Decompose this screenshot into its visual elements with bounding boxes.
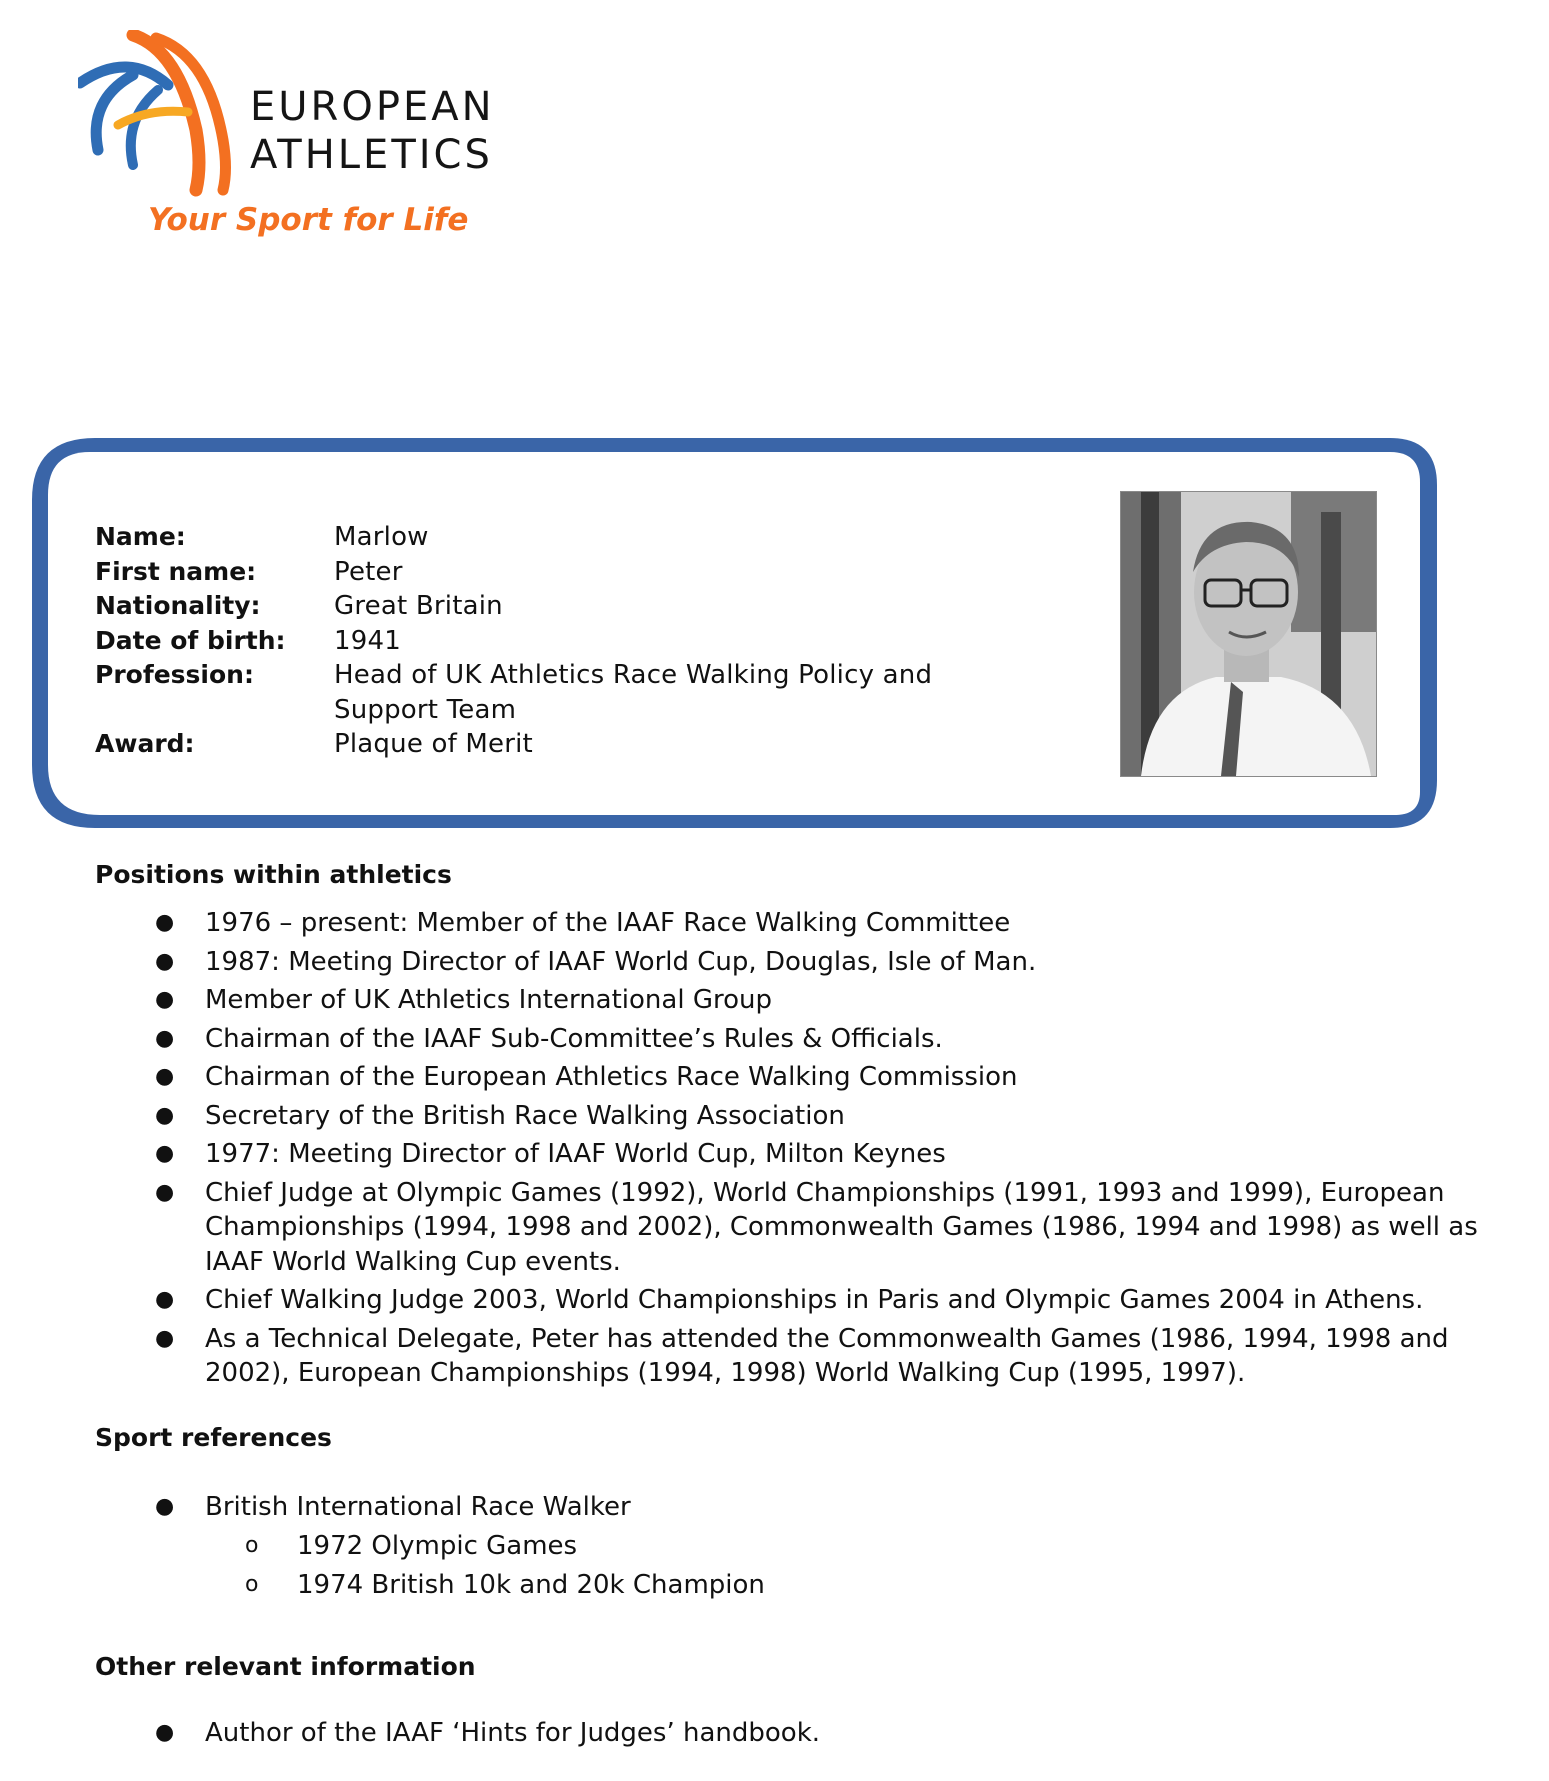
list-item: o 1974 British 10k and 20k Champion [0,1568,1549,1603]
nationality-value: Great Britain [334,591,503,621]
profile-row-name [95,520,974,555]
org-name-line1: EUROPEAN [250,84,495,130]
profile-details [95,520,974,762]
profile-row-nationality [95,589,974,624]
list-item: ● Chief Judge at Olympic Games (1992), World Championships (1991, 1993 and 1999), European Championships (1994, 1998 and 2002), Commonwealth Games (1986, 1994 and 1998) as well as IAAF World Walking Cup events. [155,1177,1478,1277]
list-item: ● British International Race Walker [0,1490,1505,1525]
profile-row-profession [95,658,974,727]
list-item: o 1972 Olympic Games [0,1529,1549,1564]
first-name-value: Peter [334,556,403,587]
tagline: Your Sport for Life [148,202,469,238]
date-of-birth-value: 1941 [334,625,401,656]
sport-references-sublist [0,1529,1549,1606]
bullet-icon: ● [155,1141,175,1166]
bullet-icon: ● [155,948,175,974]
bullet-icon: ● [155,1102,175,1128]
other-info-heading: Other relevant information [95,1652,476,1681]
portrait-photo [1120,491,1377,777]
list-item: ● Author of the IAAF ‘Hints for Judges’ handbook. [0,1716,1505,1751]
list-item: ● Member of UK Athletics International Group [0,983,1505,1018]
bullet-icon: ● [155,1720,175,1745]
sport-references-list [0,1490,1505,1529]
org-name-line2: ATHLETICS [250,132,493,178]
list-item: ● 1977: Meeting Director of IAAF World Cup, Milton Keynes [0,1137,1505,1172]
profile-row-award [95,727,974,762]
list-item: ● Chief Walking Judge 2003, World Championships in Paris and Olympic Games 2004 in Athens. [0,1283,1505,1318]
list-item: ● Chairman of the European Athletics Race Walking Commission [0,1060,1505,1095]
positions-heading: Positions within athletics [95,860,452,889]
list-item: ● 1976 – present: Member of the IAAF Race Walking Committee [0,906,1505,941]
profile-row-first-name [95,555,974,590]
positions-list [0,906,1505,1395]
person-portrait-icon [1121,492,1376,776]
list-item: ● As a Technical Delegate, Peter has attended the Commonwealth Games (1986, 1994, 1998 and 2002), European Championships (1994, 1998) World Walking Cup (1995, 1997). [155,1323,1449,1388]
list-item: ● Chairman of the IAAF Sub-Committee’s Rules & Officials. [0,1022,1505,1057]
nationality-label: Nationality: [95,591,261,620]
other-info-list [0,1716,1505,1755]
list-item: ● 1987: Meeting Director of IAAF World Cup, Douglas, Isle of Man. [0,945,1505,980]
award-label: Award: [95,729,195,758]
list-item: ● Secretary of the British Race Walking Association [0,1099,1505,1134]
profession-value: Head of UK Athletics Race Walking Policy and Support Team [334,660,933,725]
bullet-icon: ● [155,910,175,935]
bullet-icon: ● [155,1179,175,1205]
name-value: Marlow [334,522,429,552]
bullet-icon: ● [155,1025,175,1051]
sport-references-heading: Sport references [95,1423,332,1452]
bullet-icon: ● [155,1494,175,1519]
profession-label: Profession: [95,660,254,689]
bullet-icon: ● [155,1325,175,1351]
bullet-icon: ● [155,1287,175,1312]
name-label: Name: [95,522,186,551]
bullet-icon: ● [155,1064,175,1089]
date-of-birth-label: Date of birth: [95,625,286,655]
hollow-bullet-icon: o [245,1533,259,1558]
bullet-icon: ● [155,987,175,1012]
first-name-label: First name: [95,556,257,586]
profile-row-date-of-birth [95,624,974,659]
hollow-bullet-icon: o [245,1571,259,1597]
award-value: Plaque of Merit [334,729,533,759]
